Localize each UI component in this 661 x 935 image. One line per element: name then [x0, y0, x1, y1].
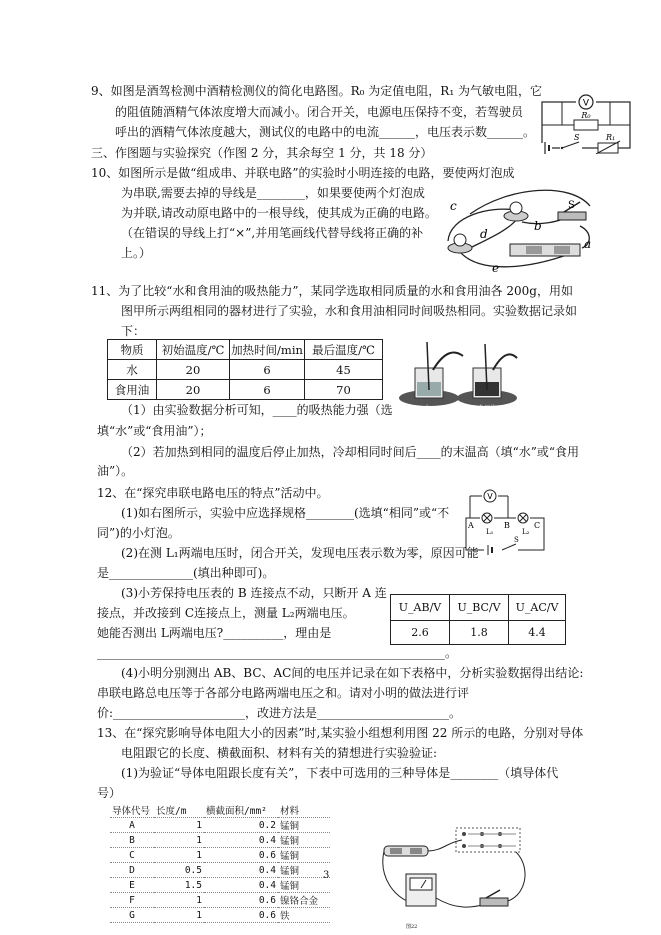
- q12-s4: (4)小明分别测出 AB、BC、AC间的电压并记录在如下表格中，分析实验数据得出结论:: [121, 666, 584, 680]
- switch-label: S: [574, 133, 580, 142]
- table-row: [110, 818, 330, 833]
- table-cell: 1: [154, 818, 204, 833]
- table-cell: 铁: [278, 908, 330, 923]
- page-number: 3: [323, 870, 330, 881]
- table-header: U_AC/V: [509, 595, 566, 621]
- table-row: [391, 621, 566, 645]
- table-header: 长度/m: [154, 803, 204, 818]
- table-cell: 锰铜: [278, 863, 330, 878]
- q11-sub2b: 油”）。: [97, 464, 134, 478]
- q10-circuit-photo: [430, 186, 600, 274]
- q9-circuit-diagram: [536, 88, 636, 154]
- q10-line3: 为并联,请改动原电路中的一根导线，使其成为正确的电路。: [121, 206, 437, 220]
- bulb-1-icon: [504, 202, 528, 221]
- q11-data-table: [107, 339, 383, 400]
- wire-label-c: c: [450, 199, 457, 213]
- oil-label: 食用油: [477, 405, 497, 412]
- section3-heading: 三、作图题与实验探究（作图 2 分，其余每空 1 分，共 18 分）: [91, 146, 433, 160]
- q10-line2: 为串联,需要去掉的导线是________，如果要使两个灯泡成: [121, 186, 425, 200]
- table-cell: 0.4: [204, 863, 278, 878]
- table-cell: 锰铜: [278, 878, 330, 893]
- q13-experiment-figure-22: [376, 818, 536, 930]
- table-cell: B: [110, 833, 154, 848]
- q12-voltage-table: [390, 594, 566, 645]
- table-cell: 0.6: [204, 908, 278, 923]
- table-cell: 20: [157, 380, 230, 400]
- q12-s2: (2)在测 L₁两端电压时，闭合开关，发现电压表示数为零，原因可能: [121, 546, 479, 560]
- table-header: 导体代号: [110, 803, 154, 818]
- table-cell: 0.4: [204, 833, 278, 848]
- table-header: 材料: [278, 803, 330, 818]
- table-row: [108, 360, 383, 380]
- table-cell: D: [110, 863, 154, 878]
- table-row: [110, 833, 330, 848]
- q11-sub1b: 填“水”或“食用油”）；: [97, 424, 212, 438]
- q12-s3: (3)小芳保持电压表的 B 连接点不动，只断开 A 连: [121, 586, 387, 600]
- table-header: 加热时间/min: [230, 340, 305, 360]
- table-cell: 0.6: [204, 893, 278, 908]
- q13-conductor-table: [110, 803, 330, 923]
- q12-s3b: 接点，并改接到 C连接点上，测量 L₂两端电压。: [97, 606, 355, 620]
- table-cell: 1: [154, 833, 204, 848]
- q13-line2: 电阻跟它的长度、横截面积、材料有关的猜想进行实验验证:: [121, 746, 438, 760]
- q11-sub1: （1）由实验数据分析可知，____的吸热能力强（选: [121, 403, 393, 417]
- switch-icon: [480, 898, 508, 906]
- table-cell: 6: [230, 360, 305, 380]
- q9-line1: 9、如图是酒驾检测中酒精检测仪的简化电路图。R₀ 为定值电阻，R₁ 为气敏电阻，它: [91, 84, 542, 98]
- r0-resistor-icon: [574, 120, 598, 130]
- q13-line1: 13、在“探究影响导体电阻大小的因素”时,某实验小组想利用图 22 所示的电路，分别对导体: [97, 726, 584, 740]
- table-cell: A: [110, 818, 154, 833]
- table-cell: 1.5: [154, 878, 204, 893]
- q10-line5: 上。）: [121, 246, 152, 260]
- battery-icon: [510, 244, 580, 256]
- q10-line4: （在错误的导线上打“×”,并用笔画线代替导线将正确的补: [121, 226, 424, 240]
- table-cell: 0.5: [154, 863, 204, 878]
- q12-s4b: 串联电路总电压等于各部分电路两端电压之和。请对小明的做法进行评: [97, 686, 470, 700]
- table-row: [110, 893, 330, 908]
- switch-label: S: [514, 536, 519, 544]
- point-c-label: C: [534, 521, 541, 530]
- q12-s2b: 是______________(填出种即可)。: [97, 566, 275, 580]
- q11-line2: 图甲所示两组相同的器材进行了实验，水和食用油相同时间吸热相同。实验数据记录如: [121, 304, 578, 318]
- wire-label-e: e: [492, 261, 500, 274]
- table-row: [110, 848, 330, 863]
- table-header: 初始温度/℃: [157, 340, 230, 360]
- table-cell: 水: [108, 360, 157, 380]
- table-cell: 45: [305, 360, 383, 380]
- wire-label-a: a: [584, 237, 592, 251]
- table-row: [110, 878, 330, 893]
- point-a-label: A: [468, 521, 474, 530]
- wire-label-d: d: [480, 227, 488, 241]
- table-cell: 6: [230, 380, 305, 400]
- table-header: U_BC/V: [450, 595, 509, 621]
- q11-sub2: （2）若加热到相同的温度后停止加热，冷却相同时间后____的末温高（填“水”或“食用: [121, 445, 580, 459]
- table-cell: E: [110, 878, 154, 893]
- table-cell: 1: [154, 908, 204, 923]
- q12-s4c: 价:______________________，改进方法是______________________。: [97, 706, 462, 720]
- table-cell: 1: [154, 848, 204, 863]
- q13-s1b: 号）: [97, 786, 122, 800]
- table-header: 最后温度/℃: [305, 340, 383, 360]
- table-cell: 锰铜: [278, 833, 330, 848]
- point-b-label: B: [504, 521, 510, 530]
- table-header: 横截面积/mm²: [204, 803, 278, 818]
- l1-label: L₁: [486, 528, 494, 536]
- table-cell: 食用油: [108, 380, 157, 400]
- q9-line2: 的阻值随酒精气体浓度增大而减小。闭合开关，电源电压保持不变，若驾驶员: [115, 105, 524, 119]
- table-header: 物质: [108, 340, 157, 360]
- table-cell: 2.6: [391, 621, 450, 645]
- q13-s1: (1)为验证“导体电阻跟长度有关”，下表中可选用的三种导体是________（填导体代: [121, 766, 559, 780]
- table-cell: 0.2: [204, 818, 278, 833]
- switch-label-s: S: [568, 200, 575, 211]
- table-cell: C: [110, 848, 154, 863]
- figure-caption: 图22: [406, 924, 418, 930]
- l2-label: L₂: [522, 528, 530, 536]
- r0-label: R₀: [581, 111, 591, 120]
- table-cell: 0.6: [204, 848, 278, 863]
- q12-s1b: 同”)的小灯泡。: [97, 526, 180, 540]
- q12-s1: (1)如右图所示，实验中应选择规格________(选填“相同”或“不: [121, 506, 450, 520]
- water-label: 水: [423, 405, 431, 412]
- table-row: [110, 863, 330, 878]
- q11-heating-apparatus-photo: [393, 340, 519, 412]
- table-cell: 20: [157, 360, 230, 380]
- q11-line1: 11、为了比较“水和食用油的吸热能力”，某同学选取相同质量的水和食用油各 200g，用如: [91, 284, 573, 298]
- table-header: U_AB/V: [391, 595, 450, 621]
- conductor-board-icon: [456, 828, 520, 852]
- q12-circuit-diagram: [458, 488, 550, 556]
- q11-line3: 下：: [121, 324, 146, 338]
- voltmeter-label: V: [582, 98, 590, 109]
- q12-s3c: 她能否测出 L两端电压?__________，理由是: [97, 626, 332, 640]
- table-cell: 1: [154, 893, 204, 908]
- table-row: [108, 380, 383, 400]
- table-cell: F: [110, 893, 154, 908]
- table-cell: 4.4: [509, 621, 566, 645]
- q12-line1: 12、在“探究串联电路电压的特点”活动中。: [97, 486, 329, 500]
- q9-line3: 呼出的酒精气体浓度越大，测试仪的电路中的电流______，电压表示数______。: [115, 125, 536, 139]
- bulb-2-icon: [448, 234, 472, 253]
- table-cell: 0.4: [204, 878, 278, 893]
- table-cell: 镍铬合金: [278, 893, 330, 908]
- voltmeter-label: V: [487, 492, 493, 501]
- wire-label-b: b: [534, 219, 542, 233]
- q12-s3d: __________________________________________________________。: [97, 646, 458, 660]
- r1-label: R₁: [606, 133, 616, 142]
- table-cell: 锰铜: [278, 848, 330, 863]
- q10-line1: 10、如图所示是做“组成串、并联电路”的实验时小明连接的电路，要使两灯泡成: [91, 166, 515, 180]
- table-cell: 70: [305, 380, 383, 400]
- table-cell: 1.8: [450, 621, 509, 645]
- table-cell: 锰铜: [278, 818, 330, 833]
- table-cell: G: [110, 908, 154, 923]
- table-row: [110, 908, 330, 923]
